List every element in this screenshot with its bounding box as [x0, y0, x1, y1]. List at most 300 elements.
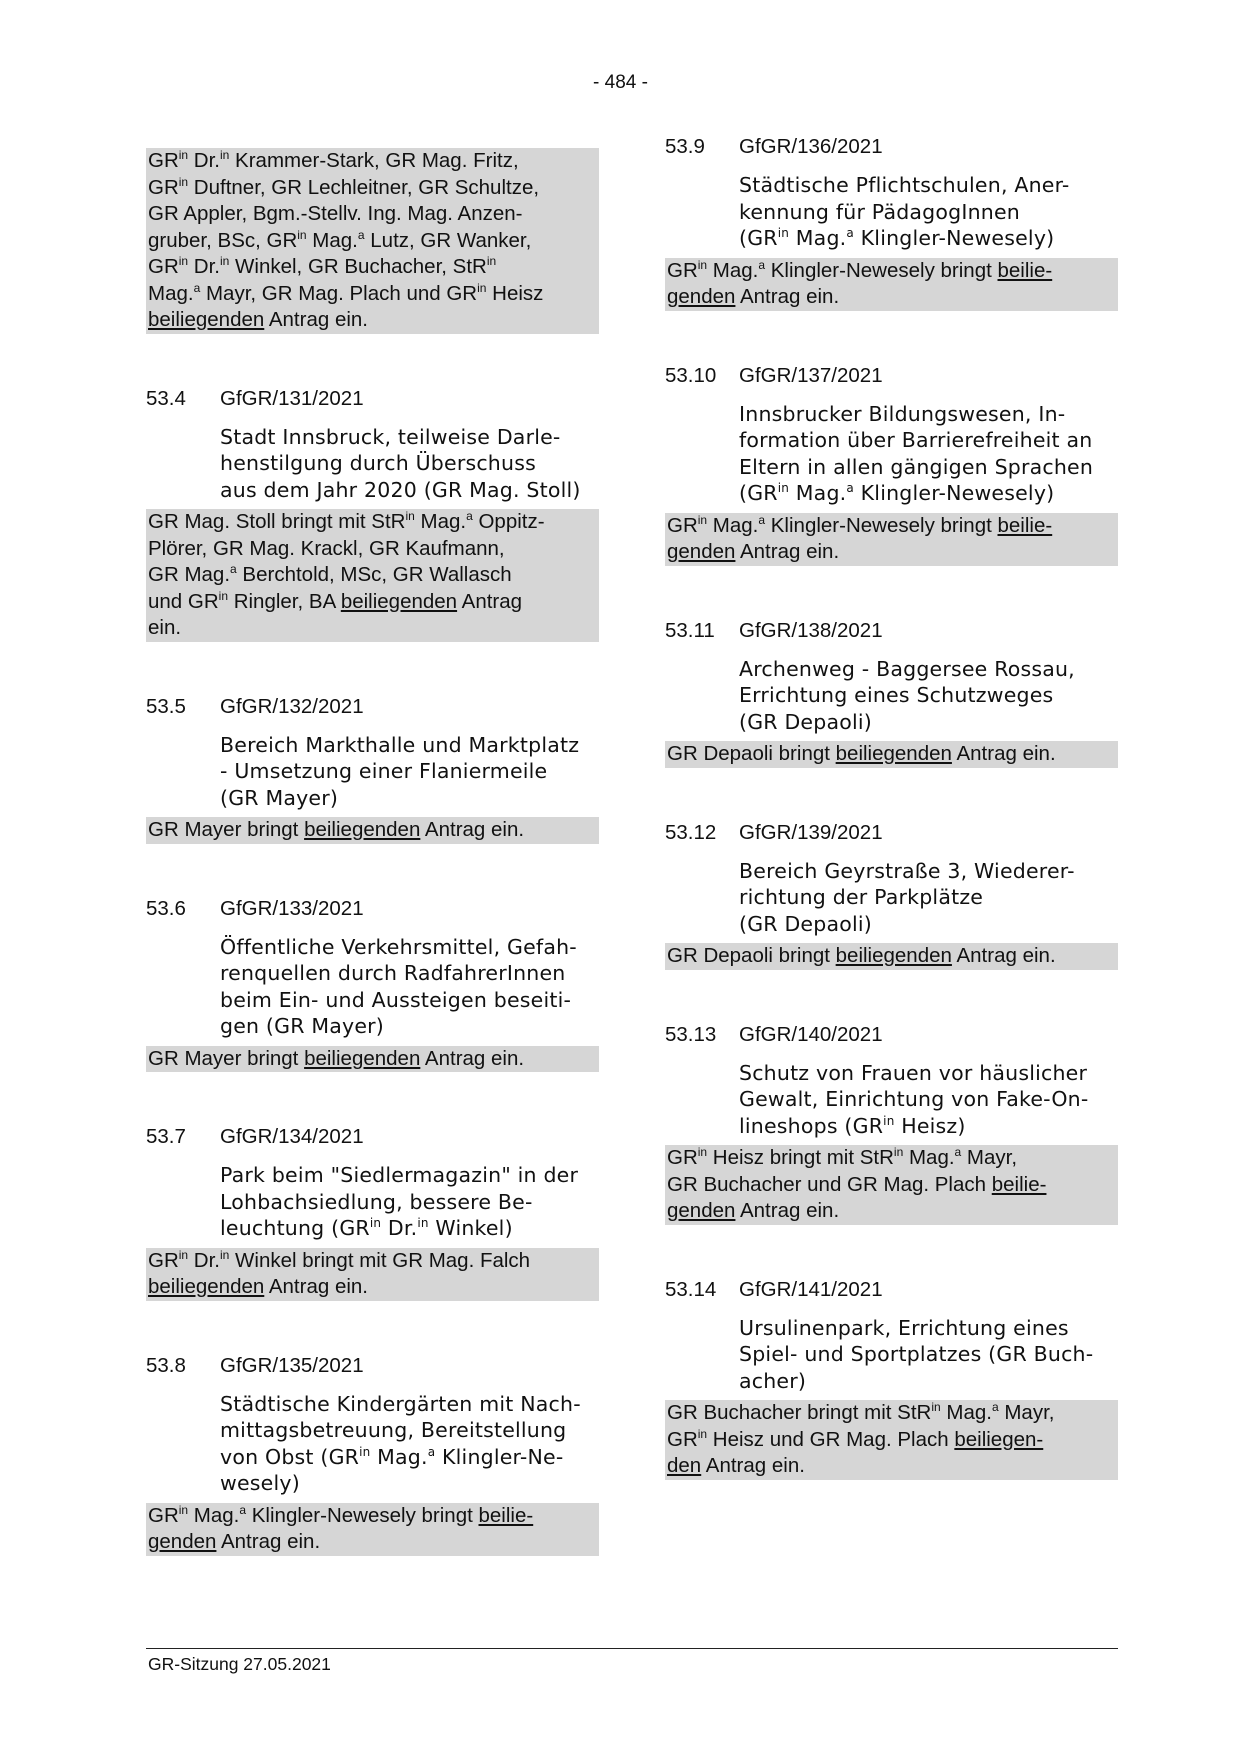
agenda-item [665, 820, 1118, 970]
text-line [220, 1189, 599, 1216]
text-line [739, 1113, 1118, 1140]
text-run: Krammer-Stark, GR Mag. Fritz, [229, 149, 519, 172]
item-title [739, 1315, 1118, 1395]
text-run: Winkel bringt mit GR Mag. Falch [229, 1248, 531, 1272]
underlined-text: genden [667, 540, 736, 563]
superscript: in [220, 148, 230, 162]
text-run: Mayr, GR Mag. Plach und GR [200, 281, 478, 305]
motion-box [146, 1503, 599, 1556]
text-run: Schutz von Frauen vor häuslicher [739, 1060, 1088, 1085]
text-run: (GR Depaoli) [739, 709, 872, 734]
text-run: Park beim "Siedlermagazin" in der [220, 1163, 579, 1187]
item-title [739, 401, 1118, 507]
superscript: in [359, 1444, 371, 1459]
text-run: GR Mayer bringt [148, 1046, 305, 1070]
item-code: GfGR/139/2021 [739, 820, 883, 844]
text-line [667, 513, 1116, 540]
text-run: GR Appler, Bgm.-Stellv. Ing. Mag. Anzen- [148, 202, 523, 225]
motion-box [146, 1046, 599, 1073]
superscript: a [193, 280, 201, 295]
agenda-item [665, 1277, 1118, 1480]
text-line [148, 254, 597, 281]
text-run: Winkel, GR Buchacher, StR [229, 255, 487, 278]
item-number: 53.9 [665, 135, 705, 158]
text-line [739, 172, 1118, 199]
text-run: aus dem Jahr 2020 (GR Mag. Stoll) [220, 477, 581, 502]
agenda-item-header [665, 1022, 1118, 1048]
text-line [220, 934, 599, 961]
text-run: Klingler-Newesely bringt [765, 258, 998, 282]
underlined-text: genden [667, 1199, 736, 1222]
item-number: 53.11 [665, 618, 715, 642]
text-line [739, 682, 1118, 709]
superscript: in [178, 1502, 189, 1517]
text-run: Antrag ein. [951, 944, 1056, 967]
item-title [739, 172, 1118, 252]
superscript: in [369, 1216, 382, 1230]
intro-motion-box [146, 148, 599, 334]
item-code: GfGR/136/2021 [739, 135, 883, 158]
item-title [220, 934, 599, 1040]
text-line [739, 225, 1118, 252]
superscript: in [893, 1145, 904, 1159]
item-number: 53.6 [146, 896, 186, 920]
text-line [667, 1453, 1116, 1480]
text-line [220, 960, 599, 987]
agenda-item [665, 134, 1118, 311]
item-number: 53.4 [146, 386, 186, 410]
superscript: in [178, 148, 189, 162]
text-line [148, 1503, 597, 1530]
text-line [220, 1470, 599, 1497]
agenda-item-header [665, 134, 1118, 160]
text-run: Plörer, GR Mag. Krackl, GR Kaufmann, [148, 536, 505, 560]
superscript: in [931, 1400, 941, 1414]
item-number: 53.10 [665, 363, 717, 387]
text-run: Lutz, GR Wanker, [364, 228, 532, 252]
superscript: a [954, 1145, 962, 1159]
text-run: Mag. [789, 481, 847, 505]
text-run: Städtische Kindergärten mit Nach- [220, 1391, 581, 1416]
right-items [665, 134, 1118, 1480]
text-run: Mag. [148, 281, 194, 305]
agenda-item [665, 1022, 1118, 1225]
text-run: Heisz [486, 281, 544, 305]
superscript: in [697, 1426, 708, 1441]
superscript: in [220, 1247, 230, 1262]
motion-box [146, 1248, 599, 1301]
superscript: a [758, 257, 766, 272]
superscript: in [777, 226, 790, 240]
text-line [148, 1248, 597, 1275]
text-line [148, 1046, 597, 1073]
text-run: GR Buchacher und GR Mag. Plach [667, 1172, 992, 1196]
text-run: gruber, BSc, GR [148, 228, 298, 252]
text-run: Antrag ein. [951, 742, 1056, 765]
underlined-text: beiliegenden [148, 308, 265, 331]
text-run: Dr. [188, 149, 220, 172]
item-code: GfGR/133/2021 [220, 896, 364, 920]
text-line [739, 1315, 1118, 1342]
text-run: Mag. [188, 1503, 240, 1527]
text-line [220, 732, 599, 759]
text-run: Heisz und GR Mag. Plach [707, 1427, 955, 1451]
agenda-item-header [146, 896, 599, 922]
superscript: in [697, 1145, 708, 1159]
agenda-item [146, 1124, 599, 1301]
agenda-item-header [146, 694, 599, 720]
text-line [148, 817, 597, 844]
text-run: Bereich Geyrstraße 3, Wiederer- [739, 858, 1075, 883]
motion-box [146, 817, 599, 844]
text-run: Gewalt, Einrichtung von Fake-On- [739, 1087, 1089, 1111]
text-line [739, 709, 1118, 736]
text-line [739, 199, 1118, 226]
text-line [148, 228, 597, 255]
text-line [220, 1444, 599, 1471]
text-run: Mag. [707, 513, 759, 537]
text-line [739, 454, 1118, 481]
text-run: Lohbachsiedlung, bessere Be- [220, 1189, 533, 1214]
text-line [739, 1060, 1118, 1087]
text-run: Antrag ein. [420, 1046, 525, 1070]
text-line [148, 1529, 597, 1556]
text-run: Klingler-Ne- [435, 1444, 564, 1469]
superscript: in [697, 512, 708, 527]
underlined-text: beilie- [478, 1503, 534, 1527]
agenda-item-header [146, 1124, 599, 1150]
motion-box [146, 509, 599, 642]
superscript: a [357, 227, 365, 242]
text-line [220, 1013, 599, 1040]
superscript: in [777, 481, 790, 495]
item-number: 53.14 [665, 1277, 717, 1301]
item-number: 53.7 [146, 1125, 186, 1148]
text-run: Antrag ein. [264, 1275, 368, 1298]
agenda-item [146, 1353, 599, 1556]
agenda-item-header [146, 1353, 599, 1379]
text-line [739, 1341, 1118, 1368]
text-run: mittagsbetreuung, Bereitstellung [220, 1418, 567, 1442]
superscript: a [466, 509, 473, 523]
superscript: in [178, 1247, 189, 1262]
item-title [220, 424, 599, 504]
agenda-item-header [665, 820, 1118, 846]
text-line [667, 741, 1116, 768]
text-run: Antrag ein. [216, 1530, 321, 1553]
text-run: Antrag [457, 589, 523, 613]
item-title [220, 1162, 599, 1242]
text-run: GR [148, 1248, 179, 1272]
superscript: a [846, 481, 854, 495]
text-run: Heisz) [894, 1113, 966, 1138]
text-line [148, 1274, 597, 1301]
motion-box [665, 943, 1118, 970]
superscript: in [297, 227, 307, 242]
item-title [220, 1391, 599, 1497]
text-run: Bereich Markthalle und Marktplatz [220, 732, 580, 757]
text-run: (GR [739, 481, 778, 505]
motion-box [665, 1145, 1118, 1225]
right-column [665, 135, 1118, 1480]
text-run: GR Mag. [148, 563, 231, 586]
text-line [739, 480, 1118, 507]
text-run: Heisz bringt mit StR [707, 1146, 894, 1169]
text-run: Errichtung eines Schutzweges [739, 683, 1054, 707]
underlined-text: beiliegen- [954, 1427, 1044, 1451]
motion-box [665, 741, 1118, 768]
item-number: 53.13 [665, 1022, 717, 1046]
underlined-text: beiliegenden [304, 1046, 421, 1070]
text-line [220, 1417, 599, 1444]
motion-box [665, 1400, 1118, 1480]
text-run: von Obst (GR [220, 1444, 360, 1469]
text-run: - Umsetzung einer Flaniermeile [220, 759, 548, 783]
text-line [148, 562, 597, 589]
text-run: beim Ein- und Aussteigen beseiti- [220, 987, 572, 1012]
text-run: lineshops (GR [739, 1113, 884, 1138]
text-run: Mag. [707, 258, 759, 282]
text-run: GR [148, 175, 179, 199]
text-run: Mayr, [961, 1146, 1018, 1169]
item-title [739, 1060, 1118, 1140]
text-run: Dr. [381, 1216, 418, 1240]
text-run: Klingler-Newesely bringt [765, 513, 998, 537]
text-run: GR Mag. Stoll bringt mit StR [148, 510, 406, 533]
text-run: Archenweg - Baggersee Rossau, [739, 656, 1075, 681]
text-run: Antrag ein. [735, 1199, 840, 1222]
text-line [667, 284, 1116, 311]
text-line [667, 1198, 1116, 1225]
text-line [739, 427, 1118, 454]
text-run: Mag. [940, 1401, 992, 1424]
text-line [739, 858, 1118, 885]
item-code: GfGR/131/2021 [220, 386, 364, 410]
superscript: in [405, 509, 415, 523]
text-line [220, 758, 599, 785]
text-line [220, 424, 599, 451]
text-run: kennung für PädagogInnen [739, 199, 1020, 224]
text-run: Oppitz- [472, 510, 545, 533]
item-code: GfGR/140/2021 [739, 1022, 883, 1046]
text-line [667, 1427, 1116, 1454]
underlined-text: genden [148, 1530, 217, 1553]
underlined-text: genden [667, 285, 736, 308]
item-code: GfGR/137/2021 [739, 363, 883, 387]
text-run: GR [667, 513, 698, 537]
text-run: richtung der Parkplätze [739, 885, 984, 909]
text-run: Winkel) [428, 1216, 513, 1240]
text-run: Mag. [370, 1444, 428, 1469]
text-run: Antrag ein. [264, 308, 368, 331]
text-run: GR [667, 258, 698, 282]
text-line [667, 1145, 1116, 1172]
text-run: Eltern in allen gängigen Sprachen [739, 454, 1094, 479]
text-run: Mag. [414, 510, 467, 533]
item-title [739, 858, 1118, 938]
agenda-item-header [665, 618, 1118, 644]
footer-divider [146, 1648, 1118, 1649]
agenda-item [665, 618, 1118, 768]
text-line [220, 1162, 599, 1189]
text-run: Mayr, [998, 1401, 1055, 1424]
item-number: 53.5 [146, 694, 186, 718]
text-run: Klingler-Newesely) [853, 481, 1055, 505]
superscript: a [846, 226, 854, 240]
text-run: acher) [739, 1368, 807, 1393]
underlined-text: den [667, 1454, 702, 1477]
underlined-text: beilie- [997, 258, 1053, 282]
text-line [148, 281, 597, 308]
superscript: a [230, 562, 237, 576]
item-title [220, 732, 599, 812]
underlined-text: beilie- [997, 513, 1053, 537]
underlined-text: beiliegenden [340, 589, 458, 613]
text-run: (GR [739, 226, 778, 250]
text-run: GR Buchacher bringt mit StR [667, 1401, 932, 1424]
text-run: GR Depaoli bringt [667, 742, 836, 765]
superscript: a [758, 512, 766, 527]
text-run: Klingler-Newesely) [853, 226, 1055, 250]
superscript: in [178, 254, 189, 268]
text-run: Städtische Pflichtschulen, Aner- [739, 173, 1070, 197]
text-line [220, 450, 599, 477]
underlined-text: beiliegenden [304, 818, 421, 841]
text-run: wesely) [220, 1471, 300, 1495]
text-line [220, 1215, 599, 1242]
superscript: in [697, 257, 708, 272]
item-number: 53.8 [146, 1353, 186, 1377]
left-items [146, 386, 599, 1556]
text-line [148, 509, 597, 536]
underlined-text: beiliegenden [835, 742, 952, 765]
text-run: leuchtung (GR [220, 1216, 370, 1240]
motion-box [665, 513, 1118, 566]
agenda-item [665, 363, 1118, 566]
agenda-item [146, 386, 599, 642]
motion-box [665, 258, 1118, 311]
text-run: ein. [148, 616, 182, 639]
item-code: GfGR/135/2021 [220, 1353, 364, 1377]
superscript: in [477, 280, 487, 295]
text-line [220, 477, 599, 504]
text-line [220, 785, 599, 812]
superscript: a [239, 1502, 247, 1517]
text-run: GR [148, 149, 179, 172]
text-line [739, 401, 1118, 428]
text-line [739, 1368, 1118, 1395]
text-run: (GR Mayer) [220, 785, 339, 810]
item-code: GfGR/134/2021 [220, 1125, 364, 1148]
text-line [148, 175, 597, 202]
text-run: Mag. [789, 226, 847, 250]
agenda-item [146, 694, 599, 844]
footer-session-date: GR-Sitzung 27.05.2021 [148, 1654, 331, 1674]
agenda-item-header [146, 386, 599, 412]
text-run: GR [667, 1146, 698, 1169]
text-run: Öffentliche Verkehrsmittel, Gefah- [220, 934, 577, 959]
text-line [148, 589, 597, 616]
agenda-item-header [665, 1277, 1118, 1303]
agenda-item [146, 896, 599, 1073]
text-run: Innsbrucker Bildungswesen, In- [739, 401, 1066, 426]
text-run: GR [148, 1503, 179, 1527]
text-run: formation über Barrierefreiheit an [739, 428, 1093, 452]
text-line [667, 1172, 1116, 1199]
left-column [146, 148, 599, 1556]
text-line [739, 656, 1118, 683]
text-run: Duftner, GR Lechleitner, GR Schultze, [188, 175, 540, 199]
item-code: GfGR/132/2021 [220, 694, 364, 718]
text-line [667, 258, 1116, 285]
text-run: GR [148, 255, 179, 278]
text-line [148, 307, 597, 334]
text-run: Mag. [903, 1146, 955, 1169]
text-run: GR Mayer bringt [148, 818, 305, 841]
text-line [148, 148, 597, 175]
text-run: Stadt Innsbruck, teilweise Darle- [220, 424, 561, 449]
page-number: - 484 - [593, 72, 648, 93]
superscript: in [486, 254, 497, 268]
text-run: Antrag ein. [735, 285, 840, 308]
item-code: GfGR/138/2021 [739, 618, 883, 642]
text-run: Antrag ein. [420, 818, 525, 841]
item-code: GfGR/141/2021 [739, 1277, 883, 1301]
text-line [667, 1400, 1116, 1427]
superscript: in [883, 1113, 895, 1128]
text-run: GR Depaoli bringt [667, 944, 836, 967]
text-run: Ursulinenpark, Errichtung eines [739, 1315, 1069, 1340]
text-line [220, 1391, 599, 1418]
text-line [739, 911, 1118, 938]
text-run: Antrag ein. [701, 1454, 805, 1477]
text-run: GR [667, 1427, 698, 1451]
text-line [667, 539, 1116, 566]
text-line [667, 943, 1116, 970]
text-run: Berchtold, MSc, GR Wallasch [236, 563, 512, 586]
underlined-text: beiliegenden [835, 944, 952, 967]
text-run: Dr. [188, 255, 220, 278]
text-run: henstilgung durch Überschuss [220, 451, 536, 475]
text-run: Klingler-Newesely bringt [246, 1503, 479, 1527]
text-run: renquellen durch RadfahrerInnen [220, 961, 566, 985]
superscript: in [178, 174, 189, 189]
text-run: Spiel- und Sportplatzes (GR Buch- [739, 1342, 1094, 1366]
agenda-item-header [665, 363, 1118, 389]
text-run: Antrag ein. [735, 540, 840, 563]
superscript: in [220, 254, 230, 268]
text-run: gen (GR Mayer) [220, 1014, 384, 1038]
superscript: a [991, 1400, 999, 1414]
text-run: Mag. [306, 228, 358, 252]
text-line [739, 1086, 1118, 1113]
text-run: Ringler, BA [228, 589, 341, 613]
text-line [148, 201, 597, 228]
item-title [739, 656, 1118, 736]
item-number: 53.12 [665, 820, 717, 844]
underlined-text: beiliegenden [148, 1275, 265, 1298]
text-line [148, 615, 597, 642]
superscript: in [218, 588, 228, 603]
text-line [220, 987, 599, 1014]
text-run: (GR Depaoli) [739, 911, 872, 936]
underlined-text: beilie- [991, 1172, 1047, 1196]
text-run: Dr. [188, 1248, 220, 1272]
superscript: in [417, 1216, 429, 1230]
superscript: a [427, 1444, 436, 1459]
text-line [148, 536, 597, 563]
text-run: und GR [148, 589, 219, 613]
